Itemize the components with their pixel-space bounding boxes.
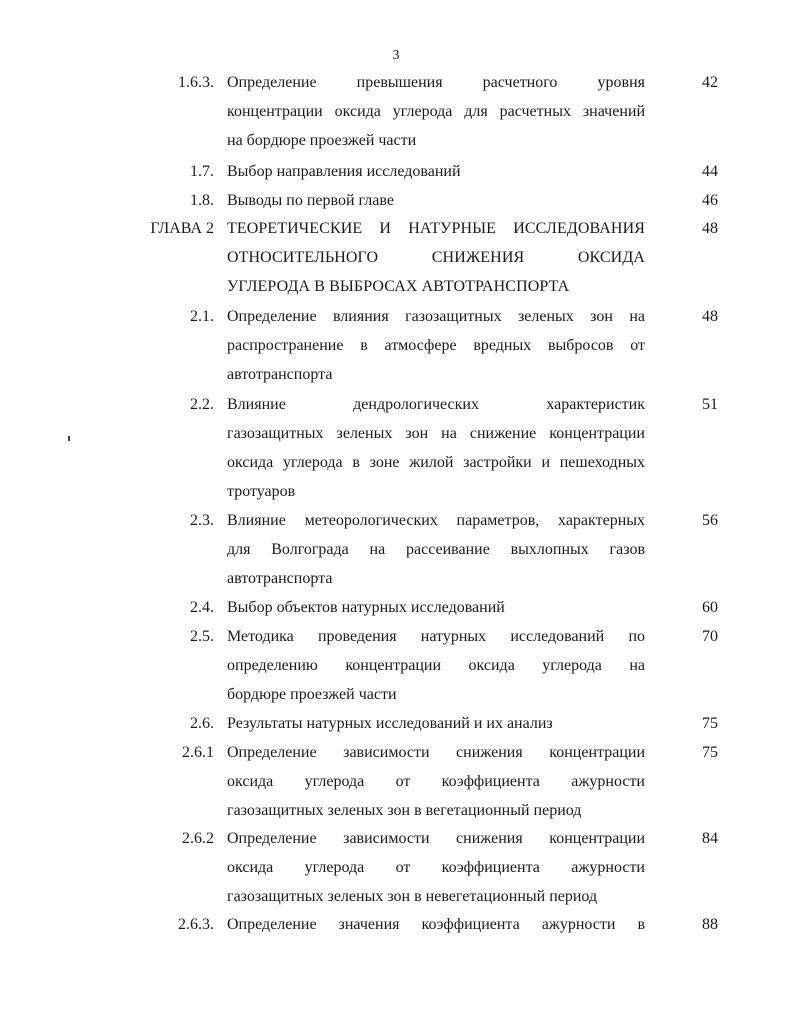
- toc-entry-number: 1.8.: [190, 192, 214, 209]
- toc-entry-line: Определение превышения расчетного уровня: [227, 74, 645, 91]
- toc-entry-title: [227, 744, 645, 831]
- toc-entry-page: 48: [702, 220, 718, 237]
- toc-entry-title: [227, 163, 645, 192]
- toc-entry-page: 75: [702, 715, 718, 732]
- toc-entry-page: 46: [702, 192, 718, 209]
- toc-entry-page: 42: [702, 74, 718, 91]
- toc-entry-page: 56: [702, 512, 718, 529]
- toc-entry-line: Результаты натурных исследований и их анализ: [227, 715, 553, 732]
- toc-entry-title: [227, 192, 645, 221]
- toc-entry-line: ОТНОСИТЕЛЬНОГО СНИЖЕНИЯ ОКСИДА: [227, 249, 645, 266]
- toc-entry-number: 2.6.2: [182, 830, 214, 847]
- toc-entry-title: [227, 599, 645, 628]
- toc-entry-title: [227, 308, 645, 395]
- toc-entry-number: 2.1.: [190, 308, 214, 325]
- toc-entry-number: 2.4.: [190, 599, 214, 616]
- toc-entry-number: 2.3.: [190, 512, 214, 529]
- toc-entry-title: [227, 830, 645, 917]
- toc-entry-line: концентрации оксида углерода для расчетных значений: [227, 103, 645, 120]
- toc-entry-title: [227, 74, 645, 161]
- toc-entry-line: автотранспорта: [227, 366, 333, 383]
- toc-entry-line: на бордюре проезжей части: [227, 132, 417, 149]
- toc-entry-title: [227, 396, 645, 512]
- toc-entry-number: 2.6.1: [182, 744, 214, 761]
- toc-entry-number: 1.6.3.: [178, 74, 214, 91]
- toc-entry-line: оксида углерода в зоне жилой застройки и пешеходных: [227, 454, 645, 471]
- toc-entry-line: Выбор направления исследований: [227, 163, 461, 180]
- toc-entry-page: 88: [702, 916, 718, 933]
- toc-entry-title: [227, 628, 645, 715]
- toc-entry-line: ТЕОРЕТИЧЕСКИЕ И НАТУРНЫЕ ИССЛЕДОВАНИЯ: [227, 220, 645, 237]
- toc-entry-line: бордюре проезжей части: [227, 686, 397, 703]
- toc-entry-line: газозащитных зеленых зон в вегетационный период: [227, 802, 582, 819]
- toc-entry-line: Определение влияния газозащитных зеленых зон на: [227, 308, 645, 325]
- toc-entry-line: распространение в атмосфере вредных выбросов от: [227, 337, 645, 354]
- toc-entry-line: Определение зависимости снижения концентрации: [227, 830, 645, 847]
- toc-entry-number: 2.6.3.: [178, 916, 214, 933]
- toc-entry-number: ГЛАВА 2: [150, 220, 214, 237]
- page-number: 3: [392, 48, 400, 63]
- toc-entry-title: [227, 512, 645, 599]
- toc-entry-line: Влияние метеорологических параметров, характерных: [227, 512, 645, 529]
- toc-entry-line: Методика проведения натурных исследований по: [227, 628, 645, 645]
- toc-entry-line: Выбор объектов натурных исследований: [227, 599, 505, 616]
- toc-entry-line: газозащитных зеленых зон в невегетационный период: [227, 888, 598, 905]
- toc-entry-page: 84: [702, 830, 718, 847]
- toc-entry-page: 70: [702, 628, 718, 645]
- toc-entry-title: [227, 916, 645, 945]
- toc-entry-line: Влияние дендрологических характеристик: [227, 396, 645, 413]
- toc-entry-line: Определение зависимости снижения концентрации: [227, 744, 645, 761]
- toc-entry-number: 2.6.: [190, 715, 214, 732]
- toc-entry-number: 1.7.: [190, 163, 214, 180]
- toc-entry-page: 48: [702, 308, 718, 325]
- toc-entry-number: 2.5.: [190, 628, 214, 645]
- toc-entry-page: 51: [702, 396, 718, 413]
- toc-entry-page: 75: [702, 744, 718, 761]
- toc-entry-line: газозащитных зеленых зон на снижение концентрации: [227, 425, 645, 442]
- toc-entry-number: 2.2.: [190, 396, 214, 413]
- scan-artifact-mark: [68, 436, 70, 441]
- toc-entry-title: [227, 715, 645, 744]
- toc-entry-title: [227, 220, 645, 307]
- toc-entry-line: УГЛЕРОДА В ВЫБРОСАХ АВТОТРАНСПОРТА: [227, 278, 570, 295]
- toc-entry-line: автотранспорта: [227, 570, 333, 587]
- toc-entry-line: для Волгограда на рассеивание выхлопных газов: [227, 541, 645, 558]
- toc-entry-page: 60: [702, 599, 718, 616]
- toc-entry-line: определению концентрации оксида углерода на: [227, 657, 645, 674]
- toc-entry-line: Выводы по первой главе: [227, 192, 394, 209]
- toc-entry-page: 44: [702, 163, 718, 180]
- toc-entry-line: оксида углерода от коэффициента ажурности: [227, 773, 645, 790]
- toc-entry-line: оксида углерода от коэффициента ажурности: [227, 859, 645, 876]
- toc-entry-line: Определение значения коэффициента ажурности в: [227, 916, 645, 933]
- toc-entry-line: тротуаров: [227, 483, 296, 500]
